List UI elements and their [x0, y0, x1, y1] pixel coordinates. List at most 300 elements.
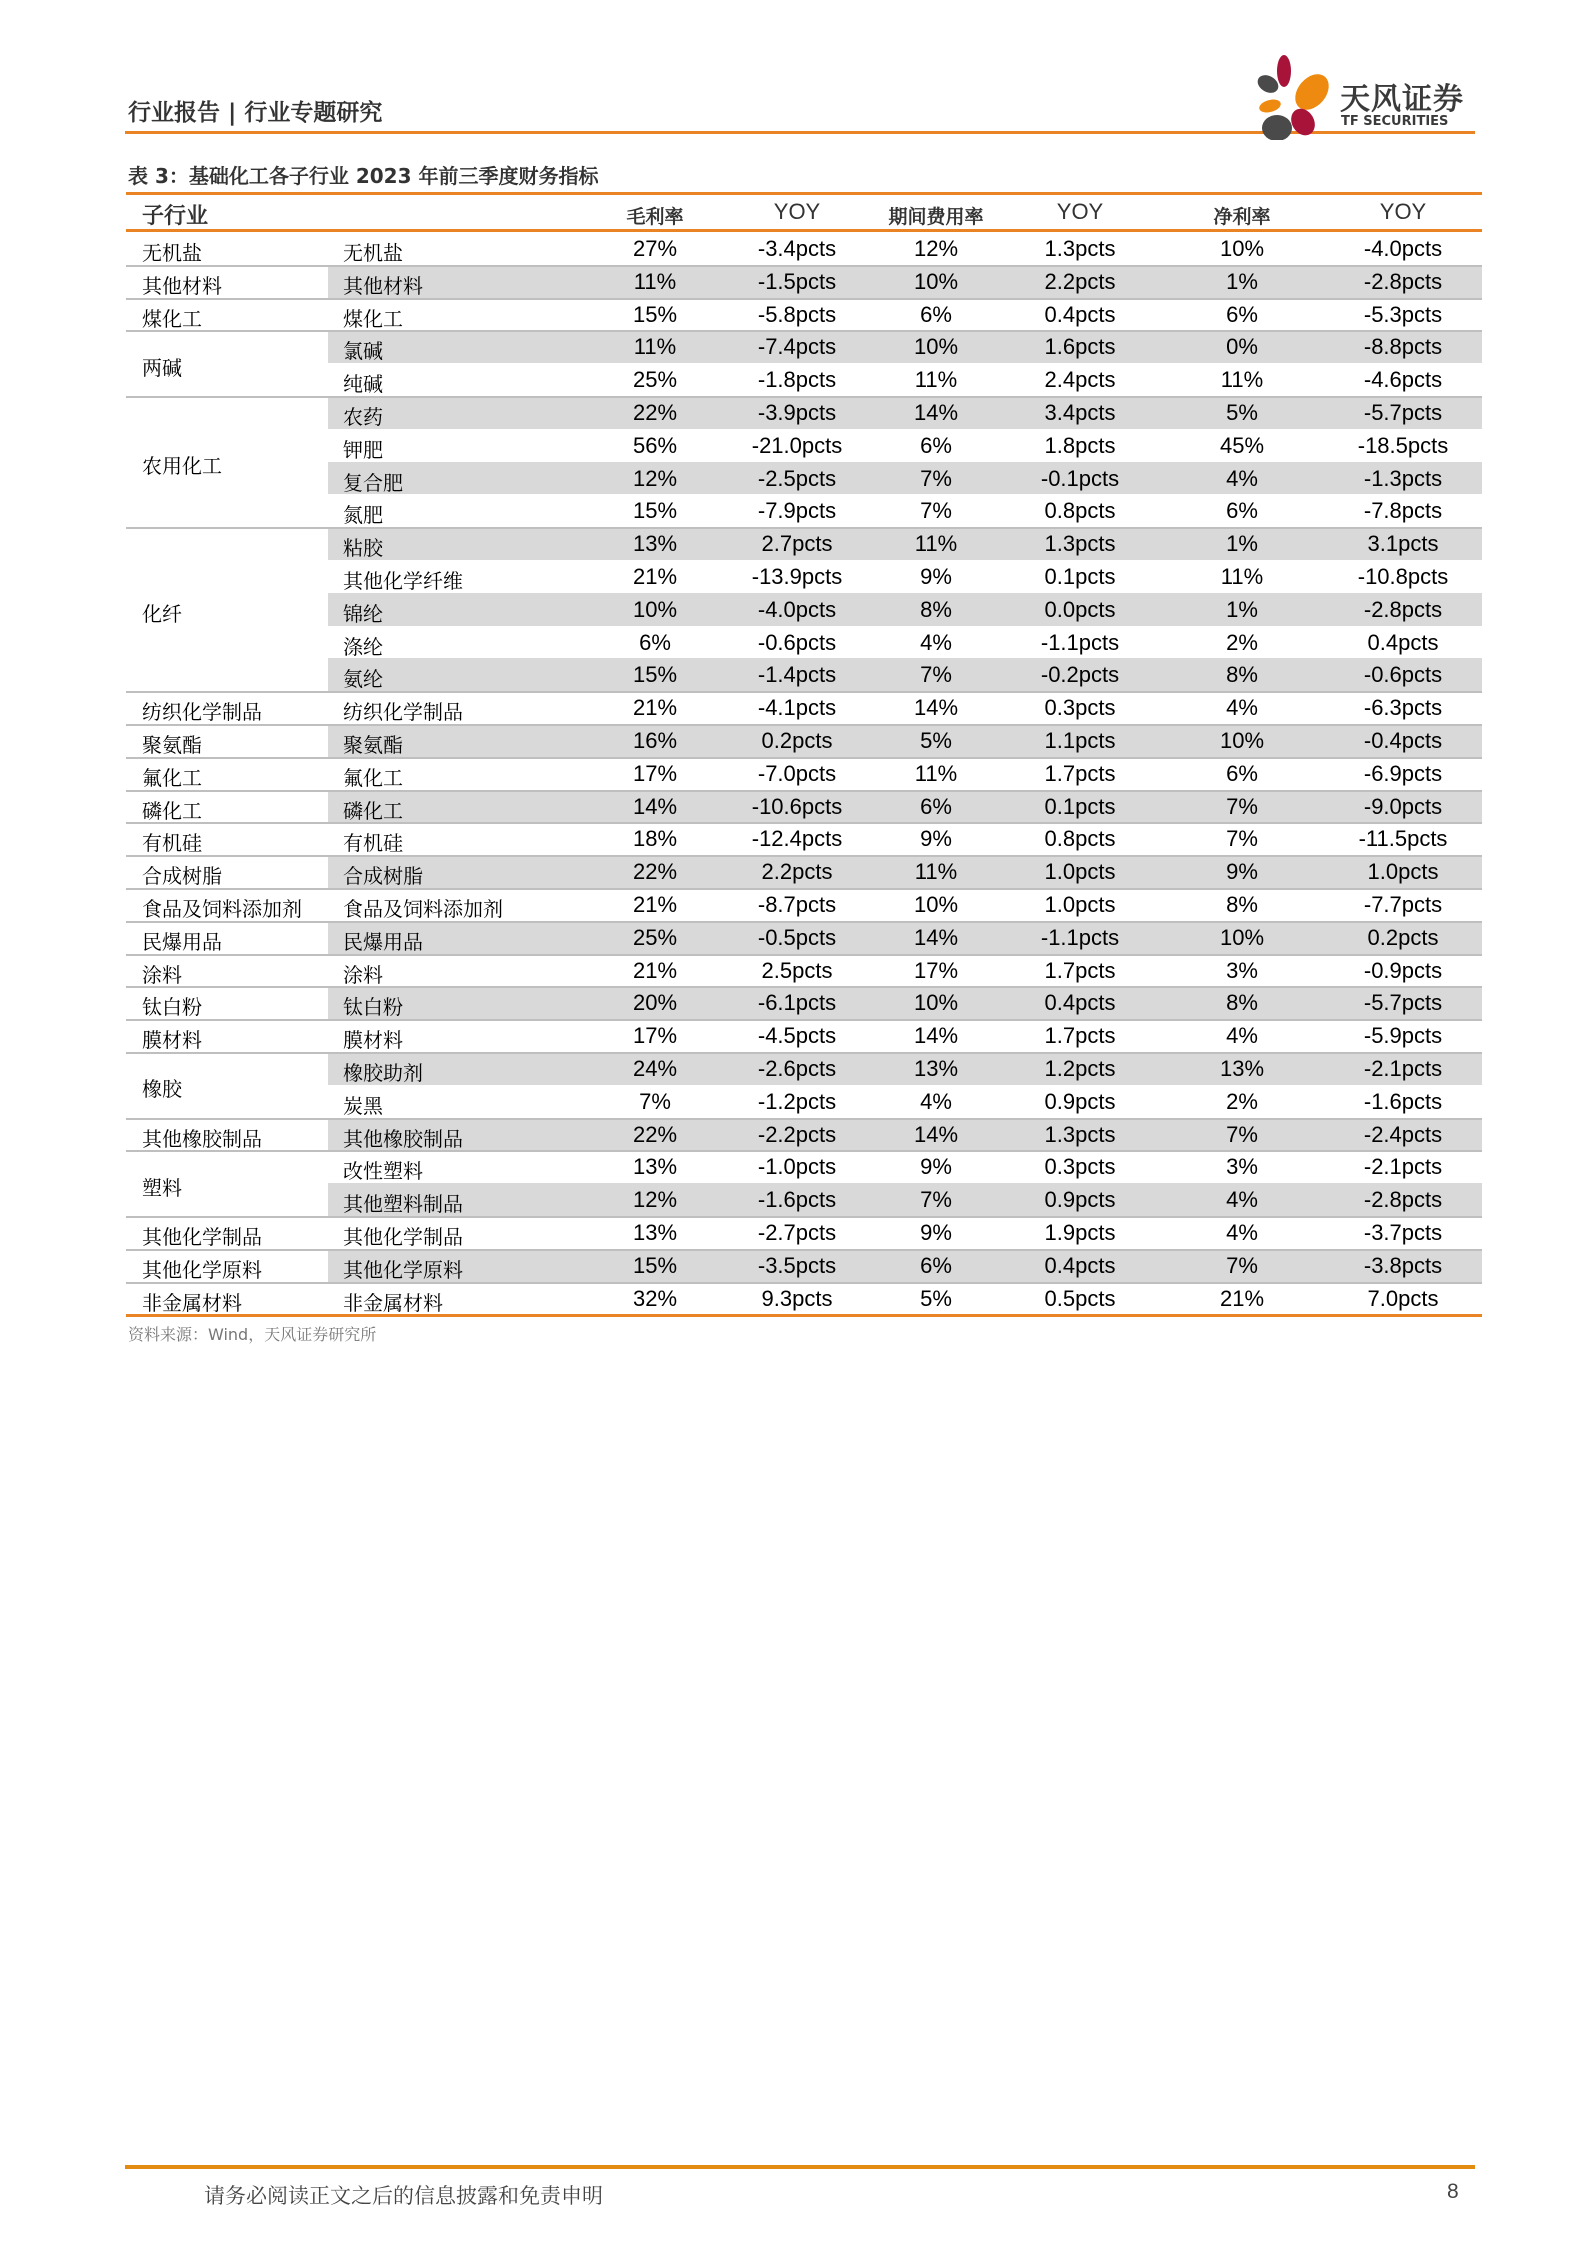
- cell-net-margin: 4%: [1226, 1187, 1258, 1213]
- cell-net-margin-yoy: -18.5pcts: [1357, 432, 1449, 458]
- subindustry-label: 其他化学制品: [343, 1224, 463, 1249]
- subindustry-label: 民爆用品: [343, 929, 423, 954]
- cell-net-margin: 10%: [1219, 924, 1265, 950]
- group-label: 合成树脂: [142, 864, 222, 889]
- cell-expense-ratio: 11%: [914, 760, 958, 786]
- logo-petal-orange-left: [1258, 97, 1282, 114]
- cell-gross-margin: 15%: [632, 662, 678, 688]
- cell-gross-margin-yoy: -1.4pcts: [757, 662, 837, 688]
- cell-net-margin-yoy: 0.2pcts: [1367, 924, 1439, 950]
- row-shading: [328, 330, 1482, 363]
- row-shading: [328, 527, 1482, 560]
- cell-expense-ratio-yoy: 0.3pcts: [1044, 1154, 1116, 1180]
- cell-expense-ratio: 6%: [920, 432, 952, 458]
- row-separator: [126, 1052, 1482, 1054]
- cell-net-margin: 10%: [1219, 236, 1265, 261]
- subindustry-label: 其他化学纤维: [343, 568, 463, 593]
- cell-net-margin-yoy: -2.1pcts: [1363, 1055, 1443, 1081]
- row-shading: [328, 1052, 1482, 1085]
- row-shading: [328, 724, 1482, 757]
- subindustry-label: 涂料: [343, 962, 383, 987]
- cell-expense-ratio-yoy: 1.7pcts: [1044, 1023, 1116, 1049]
- logo-petal-red-bottom: [1286, 104, 1319, 139]
- cell-gross-margin: 13%: [632, 531, 678, 557]
- group-label: 其他材料: [142, 273, 222, 298]
- cell-net-margin-yoy: -4.0pcts: [1363, 236, 1443, 261]
- row-shading: [328, 232, 1482, 265]
- cell-net-margin: 9%: [1226, 859, 1258, 885]
- cell-gross-margin: 13%: [632, 1154, 678, 1180]
- group-label: 煤化工: [142, 306, 202, 331]
- row-shading: [328, 954, 1482, 987]
- table-row: [126, 1118, 1482, 1151]
- row-shading: [328, 1019, 1482, 1052]
- row-shading: [328, 363, 1482, 396]
- cell-net-margin-yoy: -6.3pcts: [1363, 695, 1443, 721]
- cell-expense-ratio-yoy: 0.9pcts: [1044, 1088, 1116, 1114]
- cell-expense-ratio: 4%: [920, 629, 952, 655]
- table-row: [126, 822, 1482, 855]
- group-label: 两碱: [142, 355, 182, 380]
- row-shading: [328, 855, 1482, 888]
- row-separator: [126, 1282, 1482, 1284]
- group-label: 涂料: [142, 962, 182, 987]
- table-row: [126, 593, 1482, 626]
- row-separator: [126, 822, 1482, 824]
- cell-net-margin-yoy: -7.7pcts: [1363, 891, 1443, 917]
- group-label: 食品及饲料添加剂: [142, 896, 302, 921]
- row-shading: [328, 560, 1482, 593]
- subindustry-label: 纺织化学制品: [343, 700, 463, 725]
- logo-english-name: TF SECURITIES: [1341, 114, 1449, 129]
- cell-expense-ratio: 10%: [913, 334, 959, 360]
- cell-expense-ratio: 10%: [913, 268, 959, 294]
- row-shading: [328, 626, 1482, 659]
- cell-expense-ratio: 9%: [920, 563, 952, 589]
- cell-net-margin-yoy: -5.7pcts: [1363, 399, 1443, 425]
- cell-gross-margin-yoy: -7.4pcts: [757, 334, 837, 360]
- cell-expense-ratio-yoy: 0.4pcts: [1044, 1252, 1116, 1278]
- cell-gross-margin-yoy: -0.5pcts: [757, 924, 837, 950]
- cell-expense-ratio: 9%: [920, 1154, 952, 1180]
- subindustry-label: 纯碱: [343, 372, 383, 397]
- cell-gross-margin-yoy: -7.9pcts: [757, 498, 837, 524]
- cell-gross-margin-yoy: -1.2pcts: [757, 1088, 837, 1114]
- cell-expense-ratio: 6%: [920, 1252, 952, 1278]
- group-label: 非金属材料: [142, 1290, 242, 1315]
- subindustry-label: 复合肥: [343, 470, 403, 495]
- cell-expense-ratio-yoy: 1.6pcts: [1044, 334, 1116, 360]
- table-header-row: [126, 195, 1482, 229]
- cell-gross-margin: 21%: [632, 891, 678, 917]
- row-separator: [126, 790, 1482, 792]
- cell-expense-ratio: 11%: [914, 531, 958, 557]
- cell-net-margin: 2%: [1226, 1088, 1258, 1114]
- table-row: [126, 724, 1482, 757]
- cell-expense-ratio-yoy: 1.9pcts: [1044, 1219, 1116, 1245]
- cell-expense-ratio: 5%: [920, 727, 952, 753]
- cell-gross-margin: 16%: [632, 727, 678, 753]
- cell-expense-ratio-yoy: 1.3pcts: [1044, 236, 1116, 261]
- row-separator: [126, 888, 1482, 890]
- cell-gross-margin: 21%: [632, 695, 678, 721]
- cell-gross-margin-yoy: -2.5pcts: [757, 465, 837, 491]
- cell-net-margin: 4%: [1226, 1219, 1258, 1245]
- cell-net-margin: 11%: [1220, 367, 1264, 393]
- table-row: [126, 790, 1482, 823]
- row-separator: [126, 757, 1482, 759]
- financial-metrics-table: [126, 192, 1482, 1317]
- cell-expense-ratio: 14%: [913, 924, 959, 950]
- subindustry-label: 其他橡胶制品: [343, 1126, 463, 1151]
- row-separator: [126, 724, 1482, 726]
- logo-petal-red-top: [1277, 55, 1291, 87]
- cell-net-margin-yoy: -11.5pcts: [1358, 826, 1448, 852]
- row-shading: [328, 790, 1482, 823]
- cell-gross-margin: 15%: [632, 498, 678, 524]
- cell-gross-margin: 10%: [632, 596, 678, 622]
- cell-net-margin-yoy: -2.8pcts: [1363, 1187, 1443, 1213]
- subindustry-label: 食品及饲料添加剂: [343, 896, 503, 921]
- row-separator: [126, 954, 1482, 956]
- cell-net-margin: 4%: [1226, 695, 1258, 721]
- group-label: 其他化学制品: [142, 1224, 262, 1249]
- cell-net-margin-yoy: 0.4pcts: [1367, 629, 1439, 655]
- row-separator: [126, 265, 1482, 267]
- cell-net-margin-yoy: -6.9pcts: [1363, 760, 1443, 786]
- table-bottom-rule: [126, 1314, 1482, 1317]
- subindustry-label: 氮肥: [343, 503, 383, 528]
- table-row: [126, 954, 1482, 987]
- cell-expense-ratio-yoy: 1.0pcts: [1044, 891, 1116, 917]
- subindustry-label: 氨纶: [343, 667, 383, 692]
- cell-gross-margin-yoy: -2.6pcts: [757, 1055, 837, 1081]
- table-row: [126, 1183, 1482, 1216]
- table-row: [126, 298, 1482, 331]
- cell-net-margin-yoy: -4.6pcts: [1363, 367, 1443, 393]
- row-shading: [328, 265, 1482, 298]
- logo-petal-orange-right: [1288, 68, 1335, 117]
- row-separator: [126, 691, 1482, 693]
- cell-net-margin-yoy: 7.0pcts: [1367, 1285, 1439, 1311]
- cell-net-margin: 1%: [1226, 268, 1258, 294]
- cell-expense-ratio: 9%: [920, 826, 952, 852]
- cell-gross-margin: 7%: [639, 1088, 671, 1114]
- cell-expense-ratio: 14%: [913, 399, 959, 425]
- cell-net-margin-yoy: -0.9pcts: [1363, 957, 1443, 983]
- subindustry-label: 聚氨酯: [343, 732, 403, 757]
- cell-expense-ratio-yoy: 1.0pcts: [1044, 859, 1116, 885]
- cell-net-margin-yoy: -5.3pcts: [1363, 301, 1443, 327]
- cell-gross-margin-yoy: 0.2pcts: [761, 727, 833, 753]
- group-label: 无机盐: [142, 241, 202, 265]
- cell-net-margin: 3%: [1226, 1154, 1258, 1180]
- cell-gross-margin-yoy: -13.9pcts: [751, 563, 843, 589]
- cell-net-margin: 45%: [1219, 432, 1265, 458]
- cell-expense-ratio-yoy: 0.3pcts: [1044, 695, 1116, 721]
- cell-net-margin: 1%: [1226, 596, 1258, 622]
- cell-net-margin: 6%: [1226, 760, 1258, 786]
- col-header-gross-margin: 毛利率: [626, 206, 684, 228]
- cell-gross-margin: 21%: [632, 957, 678, 983]
- footer-divider: [125, 2165, 1475, 2169]
- cell-gross-margin: 12%: [632, 465, 678, 491]
- row-shading: [328, 462, 1482, 495]
- group-label: 有机硅: [142, 831, 202, 856]
- cell-expense-ratio-yoy: 1.8pcts: [1044, 432, 1116, 458]
- row-shading: [328, 429, 1482, 462]
- subindustry-label: 合成树脂: [343, 864, 423, 889]
- cell-gross-margin-yoy: -7.0pcts: [757, 760, 837, 786]
- cell-gross-margin: 56%: [632, 432, 678, 458]
- subindustry-label: 氟化工: [343, 765, 403, 790]
- row-separator: [126, 527, 1482, 529]
- table-row: [126, 560, 1482, 593]
- cell-net-margin-yoy: -8.8pcts: [1363, 334, 1443, 360]
- cell-expense-ratio: 7%: [920, 1187, 952, 1213]
- cell-gross-margin-yoy: -5.8pcts: [757, 301, 837, 327]
- cell-net-margin-yoy: -7.8pcts: [1363, 498, 1443, 524]
- row-shading: [328, 1150, 1482, 1183]
- cell-net-margin: 0%: [1226, 334, 1258, 360]
- cell-expense-ratio: 4%: [920, 1088, 952, 1114]
- cell-expense-ratio: 8%: [920, 596, 952, 622]
- cell-expense-ratio: 5%: [920, 1285, 952, 1311]
- cell-gross-margin-yoy: -1.0pcts: [757, 1154, 837, 1180]
- group-label: 钛白粉: [142, 995, 202, 1020]
- cell-gross-margin-yoy: 2.7pcts: [761, 531, 833, 557]
- cell-net-margin: 6%: [1226, 498, 1258, 524]
- table-row: [126, 232, 1482, 265]
- cell-gross-margin-yoy: 2.2pcts: [761, 859, 833, 885]
- row-separator: [126, 396, 1482, 398]
- cell-net-margin: 2%: [1226, 629, 1258, 655]
- row-separator: [126, 1150, 1482, 1152]
- cell-net-margin-yoy: -5.7pcts: [1363, 990, 1443, 1016]
- table-body: [126, 232, 1482, 1314]
- logo-chinese-name: 天风证券: [1340, 82, 1464, 117]
- cell-gross-margin: 14%: [632, 793, 678, 819]
- cell-expense-ratio-yoy: 1.7pcts: [1044, 760, 1116, 786]
- subindustry-label: 农药: [343, 404, 383, 429]
- col-header-gross-margin-yoy: YOY: [773, 199, 821, 224]
- table-row: [126, 462, 1482, 495]
- cell-gross-margin-yoy: -4.5pcts: [757, 1023, 837, 1049]
- group-label: 塑料: [142, 1175, 182, 1200]
- subindustry-label: 膜材料: [343, 1028, 403, 1053]
- row-separator: [126, 921, 1482, 923]
- cell-net-margin-yoy: -5.9pcts: [1363, 1023, 1443, 1049]
- cell-gross-margin-yoy: 2.5pcts: [761, 957, 833, 983]
- row-shading: [328, 1282, 1482, 1315]
- row-shading: [328, 396, 1482, 429]
- cell-net-margin: 4%: [1226, 1023, 1258, 1049]
- cell-expense-ratio: 14%: [913, 1023, 959, 1049]
- cell-gross-margin: 22%: [632, 1121, 678, 1147]
- cell-net-margin-yoy: -2.1pcts: [1363, 1154, 1443, 1180]
- cell-net-margin-yoy: -2.4pcts: [1363, 1121, 1443, 1147]
- row-separator: [126, 1118, 1482, 1120]
- cell-gross-margin: 6%: [639, 629, 671, 655]
- group-label: 膜材料: [142, 1028, 202, 1053]
- cell-net-margin-yoy: -2.8pcts: [1363, 596, 1443, 622]
- table-row: [126, 494, 1482, 527]
- cell-gross-margin-yoy: -1.6pcts: [757, 1187, 837, 1213]
- group-label: 磷化工: [142, 798, 202, 823]
- cell-gross-margin: 17%: [632, 1023, 678, 1049]
- subindustry-label: 其他材料: [343, 273, 423, 298]
- group-label: 其他橡胶制品: [142, 1126, 262, 1151]
- row-shading: [328, 921, 1482, 954]
- cell-gross-margin: 25%: [632, 367, 678, 393]
- row-shading: [328, 593, 1482, 626]
- row-shading: [328, 658, 1482, 691]
- cell-gross-margin: 12%: [632, 1187, 678, 1213]
- cell-gross-margin-yoy: -2.2pcts: [757, 1121, 837, 1147]
- cell-gross-margin: 15%: [632, 301, 678, 327]
- group-label: 化纤: [142, 601, 182, 626]
- cell-expense-ratio-yoy: 1.7pcts: [1044, 957, 1116, 983]
- row-separator: [126, 1249, 1482, 1251]
- table-row: [126, 658, 1482, 691]
- cell-net-margin: 11%: [1220, 563, 1264, 589]
- cell-expense-ratio: 10%: [913, 891, 959, 917]
- row-shading: [328, 757, 1482, 790]
- cell-expense-ratio-yoy: -1.1pcts: [1040, 924, 1120, 950]
- table-row: [126, 265, 1482, 298]
- cell-expense-ratio-yoy: -0.2pcts: [1040, 662, 1120, 688]
- subindustry-label: 钾肥: [343, 437, 383, 462]
- subindustry-label: 锦纶: [343, 601, 383, 626]
- cell-net-margin-yoy: -3.7pcts: [1363, 1219, 1443, 1245]
- group-label: 聚氨酯: [142, 732, 202, 757]
- cell-expense-ratio: 12%: [913, 236, 959, 261]
- cell-expense-ratio-yoy: 2.2pcts: [1044, 268, 1116, 294]
- subindustry-label: 磷化工: [343, 798, 403, 823]
- cell-expense-ratio-yoy: 0.8pcts: [1044, 498, 1116, 524]
- subindustry-label: 氯碱: [343, 339, 383, 364]
- cell-expense-ratio: 14%: [913, 695, 959, 721]
- subindustry-label: 炭黑: [343, 1093, 383, 1118]
- cell-net-margin: 1%: [1226, 531, 1258, 557]
- cell-net-margin: 6%: [1226, 301, 1258, 327]
- cell-gross-margin: 22%: [632, 399, 678, 425]
- cell-expense-ratio-yoy: 0.0pcts: [1044, 596, 1116, 622]
- cell-expense-ratio: 11%: [914, 859, 958, 885]
- cell-gross-margin: 11%: [633, 334, 677, 360]
- cell-net-margin: 8%: [1226, 662, 1258, 688]
- table-row: [126, 1085, 1482, 1118]
- cell-net-margin: 13%: [1219, 1055, 1265, 1081]
- table-row: [126, 921, 1482, 954]
- cell-gross-margin-yoy: -1.8pcts: [757, 367, 837, 393]
- table-row: [126, 626, 1482, 659]
- cell-net-margin: 7%: [1226, 793, 1258, 819]
- subindustry-label: 粘胶: [343, 536, 383, 561]
- row-separator: [126, 986, 1482, 988]
- footer-disclaimer: 请务必阅读正文之后的信息披露和免责申明: [204, 2184, 603, 2208]
- group-label: 民爆用品: [142, 929, 222, 954]
- cell-expense-ratio-yoy: 0.1pcts: [1044, 793, 1116, 819]
- cell-expense-ratio-yoy: 1.3pcts: [1044, 1121, 1116, 1147]
- group-label: 橡胶: [142, 1077, 182, 1102]
- col-header-subindustry: 子行业: [142, 204, 209, 229]
- cell-expense-ratio-yoy: 1.1pcts: [1044, 727, 1116, 753]
- row-shading: [328, 1249, 1482, 1282]
- row-shading: [328, 1085, 1482, 1118]
- cell-net-margin-yoy: 1.0pcts: [1367, 859, 1439, 885]
- table-row: [126, 429, 1482, 462]
- cell-net-margin-yoy: -2.8pcts: [1363, 268, 1443, 294]
- cell-expense-ratio-yoy: 0.8pcts: [1044, 826, 1116, 852]
- cell-net-margin-yoy: -9.0pcts: [1363, 793, 1443, 819]
- cell-gross-margin: 25%: [632, 924, 678, 950]
- cell-net-margin: 7%: [1226, 826, 1258, 852]
- cell-gross-margin: 27%: [632, 236, 678, 261]
- cell-gross-margin-yoy: -4.1pcts: [757, 695, 837, 721]
- table-row: [126, 986, 1482, 1019]
- row-shading: [328, 494, 1482, 527]
- group-label: 氟化工: [142, 765, 202, 790]
- cell-net-margin: 10%: [1219, 727, 1265, 753]
- cell-gross-margin: 24%: [632, 1055, 678, 1081]
- cell-expense-ratio: 10%: [913, 990, 959, 1016]
- row-separator: [126, 1216, 1482, 1218]
- cell-expense-ratio: 7%: [920, 662, 952, 688]
- cell-expense-ratio-yoy: 1.2pcts: [1044, 1055, 1116, 1081]
- cell-expense-ratio-yoy: 1.3pcts: [1044, 531, 1116, 557]
- row-shading: [328, 1183, 1482, 1216]
- col-header-expense-ratio-yoy: YOY: [1056, 199, 1104, 224]
- table-source-note: 资料来源：Wind，天风证券研究所: [128, 1325, 377, 1344]
- cell-net-margin-yoy: -0.6pcts: [1363, 662, 1443, 688]
- group-label: 纺织化学制品: [142, 700, 262, 725]
- cell-gross-margin-yoy: -3.5pcts: [757, 1252, 837, 1278]
- cell-gross-margin-yoy: -3.4pcts: [757, 236, 837, 261]
- cell-net-margin: 4%: [1226, 465, 1258, 491]
- cell-gross-margin: 11%: [633, 268, 677, 294]
- cell-expense-ratio-yoy: -0.1pcts: [1040, 465, 1120, 491]
- report-header-title: 行业报告 | 行业专题研究: [128, 100, 383, 126]
- cell-expense-ratio: 11%: [914, 367, 958, 393]
- group-label: 其他化学原料: [142, 1257, 262, 1282]
- table-row: [126, 1216, 1482, 1249]
- cell-gross-margin: 17%: [632, 760, 678, 786]
- row-shading: [328, 986, 1482, 1019]
- cell-expense-ratio: 13%: [913, 1055, 959, 1081]
- cell-expense-ratio: 9%: [920, 1219, 952, 1245]
- cell-gross-margin-yoy: 9.3pcts: [761, 1285, 833, 1311]
- cell-gross-margin-yoy: -10.6pcts: [751, 793, 843, 819]
- subindustry-label: 改性塑料: [343, 1159, 423, 1184]
- table-row: [126, 1249, 1482, 1282]
- subindustry-label: 煤化工: [343, 306, 403, 331]
- cell-gross-margin: 20%: [632, 990, 678, 1016]
- cell-expense-ratio: 7%: [920, 498, 952, 524]
- logo-petal-gray-bottom: [1262, 115, 1292, 140]
- cell-expense-ratio: 6%: [920, 301, 952, 327]
- subindustry-label: 涤纶: [343, 634, 383, 659]
- cell-expense-ratio-yoy: 0.5pcts: [1044, 1285, 1116, 1311]
- col-header-expense-ratio: 期间费用率: [888, 206, 984, 228]
- cell-net-margin: 21%: [1219, 1285, 1265, 1311]
- cell-net-margin: 3%: [1226, 957, 1258, 983]
- table-row: [126, 855, 1482, 888]
- row-shading: [328, 298, 1482, 331]
- cell-net-margin: 8%: [1226, 891, 1258, 917]
- cell-net-margin-yoy: -0.4pcts: [1363, 727, 1443, 753]
- cell-expense-ratio-yoy: 0.9pcts: [1044, 1187, 1116, 1213]
